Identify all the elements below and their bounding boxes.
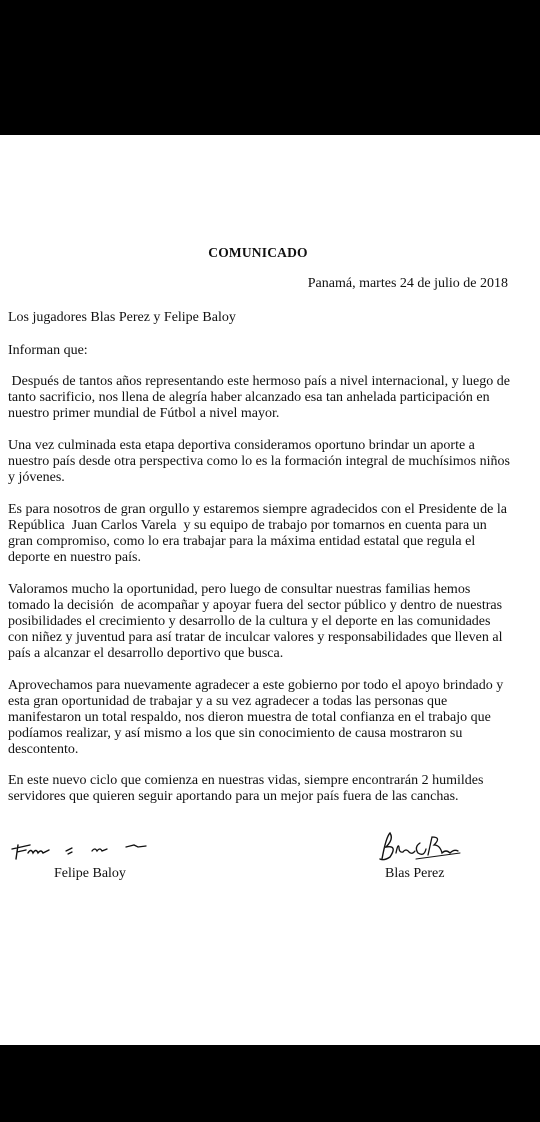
top-black-band [0, 0, 540, 135]
paragraph-6: En este nuevo ciclo que comienza en nuestras vidas, siempre encontrarán 2 humildes servidores que quieren seguir aportando para un mejor país fuera de las canchas. [8, 773, 484, 804]
paragraph-4: Valoramos mucho la oportunidad, pero luego de consultar nuestras familias hemos tomado la decisión de acompañar y apoyar fuera del sector público y dentro de nuestras posibilidades el crecimiento y desarrollo de la cultura y el deporte en las comunidades con niñez y juventud para así tratar de inculcar valores y responsabilidades que lleven al país a alcanzar el desarrollo deportivo que busca. [8, 582, 506, 661]
signature-name-blas-perez: Blas Perez [385, 866, 445, 881]
paragraph-2: Una vez culminada esta etapa deportiva consideramos oportuno brindar un aporte a nuestro país desde otra perspectiva como lo es la formación integral de muchísimos niños y jóvenes. [8, 438, 510, 485]
date-line: Panamá, martes 24 de julio de 2018 [307, 276, 508, 291]
paragraph-1: Después de tantos años representando este hermoso país a nivel internacional, y luego de tanto sacrificio, nos llena de alegría haber alcanzado esa tan anhelada participación en nuestro primer mundial de Fútbol a nivel mayor. [8, 374, 514, 421]
blas-perez-signature-icon [376, 829, 466, 865]
paragraph-intro: Informan que: [8, 343, 88, 358]
bottom-black-band [0, 1045, 540, 1122]
document-title: COMUNICADO [208, 245, 308, 260]
paragraph-5: Aprovechamos para nuevamente agradecer a este gobierno por todo el apoyo brindado y esta gran oportunidad de trabajar y a su vez agradecer a todas las personas que manifestaron un total respaldo, nos dieron muestra de total confianza en el trabajo que podíamos realizar, y así mismo a los que sin conocimiento de causa mostraron su descontento. [8, 678, 504, 757]
paragraph-addressee: Los jugadores Blas Perez y Felipe Baloy [8, 310, 236, 325]
letter-page [0, 135, 540, 1045]
felipe-baloy-signature-icon [8, 835, 153, 865]
signature-name-felipe-baloy: Felipe Baloy [54, 866, 126, 881]
paragraph-3: Es para nosotros de gran orgullo y estaremos siempre agradecidos con el Presidente de la República Juan Carlos Varela y su equipo de trabajo por tomarnos en cuenta para un gran compromiso, como lo era trabajar para la máxima entidad estatal que regula el deporte en nuestro país. [8, 502, 511, 565]
